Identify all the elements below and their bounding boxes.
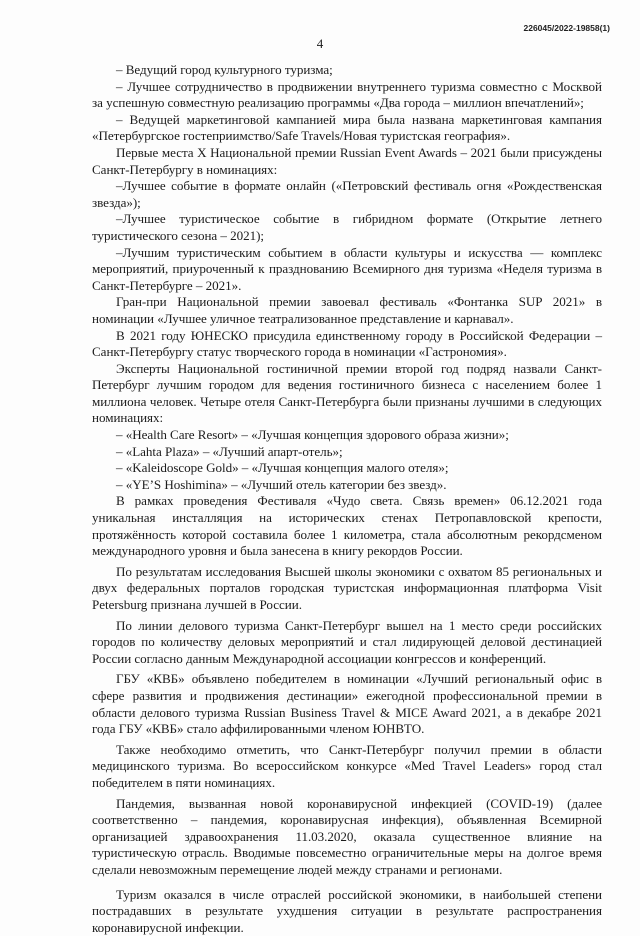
paragraph-16: По результатам исследования Высшей школы экономики с охватом 85 региональных и двух федеральных порталов городская туристская информационная платформа Visit Petersburg признана лучшей в России. bbox=[92, 564, 602, 614]
paragraph-11: – «Health Care Resort» – «Лучшая концепция здорового образа жизни»; bbox=[92, 427, 602, 444]
paragraph-21: Туризм оказался в числе отраслей российской экономики, в наибольшей степени пострадавших в результате ухудшения ситуации в результате распространения коронавирусной инфекции. bbox=[92, 887, 602, 936]
document-body bbox=[92, 62, 602, 936]
paragraph-13: – «Kaleidoscope Gold» – «Лучшая концепция малого отеля»; bbox=[92, 460, 602, 477]
page-number: 4 bbox=[0, 36, 640, 52]
paragraph-20: Пандемия, вызванная новой коронавирусной инфекцией (COVID-19) (далее соответственно – пандемия, коронавирусная инфекция), объявленная Всемирной организацией здравоохранения 11.03.2020, оказала существенное влияние на туристическую отрасль. Вводимые повсеместно ограничительные меры на долгое время сделали невозможным перемещение людей между странами и регионами. bbox=[92, 796, 602, 879]
paragraph-15: В рамках проведения Фестиваля «Чудо света. Связь времен» 06.12.2021 года уникальная инсталляция на исторических стенах Петропавловской крепости, протяжённость которой составила более 1 километра, стала абсолютным рекордсменом международного уровня и была занесена в книгу рекордов России. bbox=[92, 493, 602, 559]
paragraph-4: Первые места X Национальной премии Russian Event Awards – 2021 были присуждены Санкт-Петербургу в номинациях: bbox=[92, 145, 602, 178]
paragraph-7: –Лучшим туристическим событием в области культуры и искусства — комплекс мероприятий, приуроченный к празднованию Всемирного дня туризма «Неделя туризма в Санкт-Петербурге – 2021». bbox=[92, 245, 602, 295]
paragraph-19: Также необходимо отметить, что Санкт-Петербург получил премии в области медицинского туризма. Во всероссийском конкурсе «Med Travel Leaders» город стал победителем в пяти номинациях. bbox=[92, 742, 602, 792]
paragraph-1: – Ведущий город культурного туризма; bbox=[92, 62, 602, 79]
paragraph-9: В 2021 году ЮНЕСКО присудила единственному городу в Российской Федерации – Санкт-Петербургу статус творческого города в номинации «Гастрономия». bbox=[92, 328, 602, 361]
paragraph-2: – Лучшее сотрудничество в продвижении внутреннего туризма совместно с Москвой за успешную совместную реализацию программы «Два города – миллион впечатлений»; bbox=[92, 79, 602, 112]
paragraph-10: Эксперты Национальной гостиничной премии второй год подряд назвали Санкт-Петербург лучшим городом для ведения гостиничного бизнеса с населением более 1 миллиона человек. Четыре отеля Санкт-Петербурга были признаны лучшими в следующих номинациях: bbox=[92, 361, 602, 427]
paragraph-6: –Лучшее туристическое событие в гибридном формате (Открытие летнего туристического сезона – 2021); bbox=[92, 211, 602, 244]
paragraph-5: –Лучшее событие в формате онлайн («Петровский фестиваль огня «Рождественская звезда»); bbox=[92, 178, 602, 211]
paragraph-17: По линии делового туризма Санкт-Петербург вышел на 1 место среди российских городов по количеству деловых мероприятий и стал лидирующей деловой дестинацией России согласно данным Международной ассоциации конгрессов и конференций. bbox=[92, 618, 602, 668]
paragraph-8: Гран-при Национальной премии завоевал фестиваль «Фонтанка SUP 2021» в номинации «Лучшее уличное театрализованное представление и карнавал». bbox=[92, 294, 602, 327]
paragraph-14: – «YE’S Hoshimina» – «Лучший отель категории без звезд». bbox=[92, 477, 602, 494]
paragraph-18: ГБУ «КВБ» объявлено победителем в номинации «Лучший региональный офис в сфере развития и продвижения дестинации» ежегодной профессиональной премии в области делового туризма Russian Business Travel & MICE Award 2021, а в декабре 2021 года ГБУ «КВБ» стало аффилированными членом ЮНВТО. bbox=[92, 671, 602, 737]
document-id: 226045/2022-19858(1) bbox=[524, 23, 611, 33]
paragraph-12: – «Lahta Plaza» – «Лучший апарт-отель»; bbox=[92, 444, 602, 461]
paragraph-3: – Ведущей маркетинговой кампанией мира была названа маркетинговая кампания «Петербургское гостеприимство/Safe Travels/Новая туристская география». bbox=[92, 112, 602, 145]
